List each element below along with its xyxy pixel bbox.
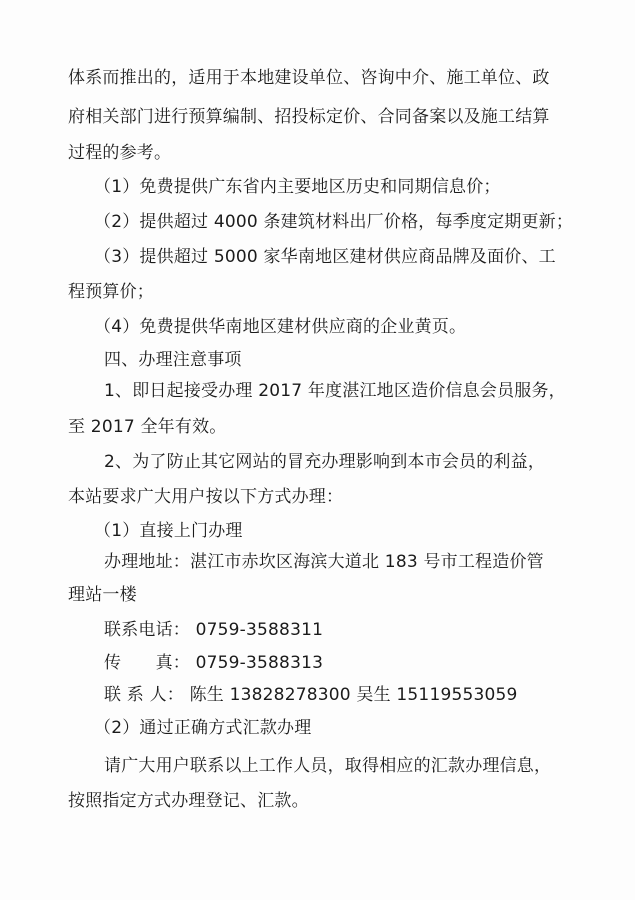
text-line: 请广大用户联系以上工作人员，取得相应的汇款办理信息， [104,756,552,776]
text-line: 1、即日起接受办理 2017 年度湛江地区造价信息会员服务， [104,381,566,401]
text-line: 程预算价； [68,282,154,302]
list-item: （3）提供超过 5000 家华南地区建材供应商品牌及面价、工 [94,247,556,267]
text-line: 至 2017 全年有效。 [68,417,227,437]
contact-phone: 联系电话： 0759-3588311 [104,620,324,640]
text-line: 2、为了防止其它网站的冒充办理影响到本市会员的利益， [104,452,546,472]
list-item: （1）免费提供广东省内主要地区历史和同期信息价； [94,177,501,197]
text-line: 按照指定方式办理登记、汇款。 [68,791,309,811]
text-line: 本站要求广大用户按以下方式办理： [68,487,344,507]
list-item: （4）免费提供华南地区建材供应商的企业黄页。 [94,317,467,337]
text-line: 体系而推出的，适用于本地建设单位、咨询中介、施工单位、政 [68,68,550,88]
contact-fax: 传 真： 0759-3588313 [104,653,324,673]
text-line: 府相关部门进行预算编制、招投标定价、合同备案以及施工结算 [68,107,550,127]
list-item: （1）直接上门办理 [94,521,243,541]
list-item: （2）通过正确方式汇款办理 [94,718,312,738]
list-item: （2）提供超过 4000 条建筑材料出厂价格，每季度定期更新； [94,212,574,232]
section-heading: 四、办理注意事项 [104,350,242,370]
address-line: 理站一楼 [68,585,137,605]
text-line: 过程的参考。 [68,143,172,163]
address-line: 办理地址：湛江市赤坎区海滨大道北 183 号市工程造价管 [104,552,544,572]
contact-persons: 联 系 人： 陈生 13828278300 吴生 15119553059 [104,685,518,705]
